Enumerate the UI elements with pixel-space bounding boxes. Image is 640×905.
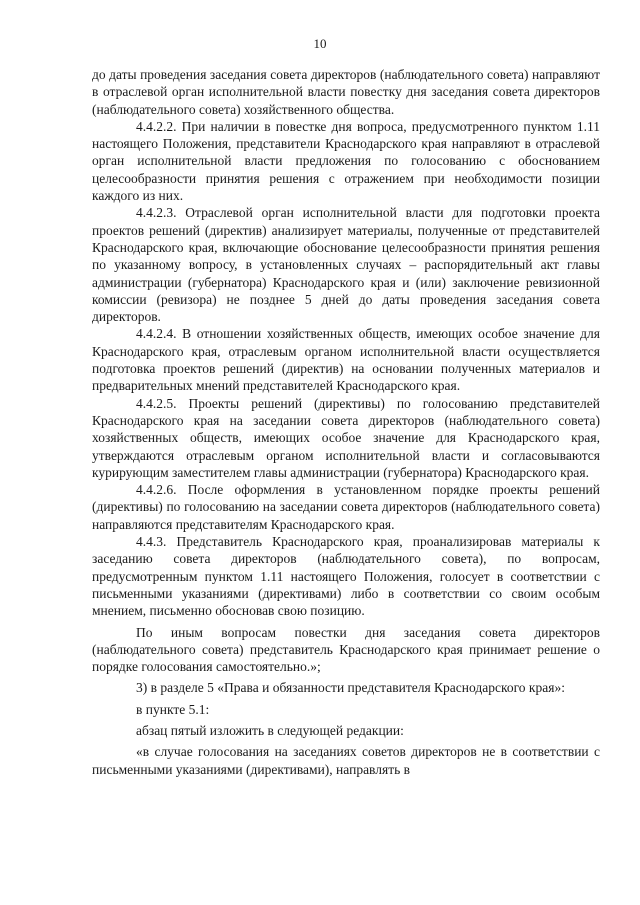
paragraph-4-4-2-6: 4.4.2.6. После оформления в установленном порядке проекты решений (директивы) по голосованию на заседании совета директоров (наблюдательного совета) направляются представителям Краснодарского края. (92, 482, 600, 532)
paragraph-1: до даты проведения заседания совета директоров (наблюдательного совета) направляют в отраслевой орган исполнительной власти повестку дня заседания совета директоров (наблюдательного совета) хозяйственного общества. (92, 67, 600, 117)
paragraph-4-4-3: 4.4.3. Представитель Краснодарского края, проанализировав материалы к заседанию совета директоров (наблюдательного совета), по вопросам, предусмотренным пунктом 1.11 настоящего Положения, голосует в соответствии с письменными указаниями (директивами) либо в соответствии со своим особым мнением, письменно обосновав свою позицию. (92, 534, 600, 619)
paragraph-quote: «в случае голосования на заседаниях советов директоров не в соответствии с письменными указаниями (директивами), направлять в (92, 744, 600, 777)
paragraph-4-4-2-2: 4.4.2.2. При наличии в повестке дня вопроса, предусмотренного пунктом 1.11 настоящего Положения, представители Краснодарского края направляют в отраслевой орган исполнительной власти предложения по голосованию с обоснованием целесообразности принятия решения с отражением при необходимости позиции каждого из них. (92, 118, 600, 204)
paragraph-4-4-2-4: 4.4.2.4. В отношении хозяйственных обществ, имеющих особое значение для Краснодарского края, отраслевым органом исполнительной власти осуществляется подготовка проектов решений (директив) на основании полученных материалов и предварительных мнений представителей Краснодарского края. (92, 326, 600, 394)
page-number: 10 (313, 36, 327, 51)
paragraph-abzac: абзац пятый изложить в следующей редакции: (136, 722, 404, 738)
paragraph-4-4-2-5: 4.4.2.5. Проекты решений (директивы) по голосованию представителей Краснодарского края на заседании совета директоров (наблюдательного совета) хозяйственных обществ, имеющих особое значение для Краснодарского края, утверждаются отраслевым органом исполнительной власти и согласовываются курирующим заместителем главы администрации (губернатора) Краснодарского края. (92, 395, 600, 480)
paragraph-item-5-1: в пункте 5.1: (136, 701, 210, 717)
document-body (92, 66, 600, 778)
paragraph-4-4-2-3: 4.4.2.3. Отраслевой орган исполнительной власти для подготовки проекта проектов решений (директив) анализирует материалы, полученные от представителей Краснодарского края, включающие обоснование целесообразности принятия решения по указанному вопросу, в установленных случаях – распорядительный акт главы администрации (губернатора) Краснодарского края и (или) заключение ревизионной комиссии (ревизора) не позднее 5 дней до даты проведения заседания совета директоров. (92, 205, 600, 325)
paragraph-section-5: 3) в разделе 5 «Права и обязанности представителя Краснодарского края»: (136, 680, 565, 696)
paragraph-other-questions: По иным вопросам повестки дня заседания совета директоров (наблюдательного совета) представитель Краснодарского края принимает решение о порядке голосования самостоятельно.»; (92, 624, 600, 675)
